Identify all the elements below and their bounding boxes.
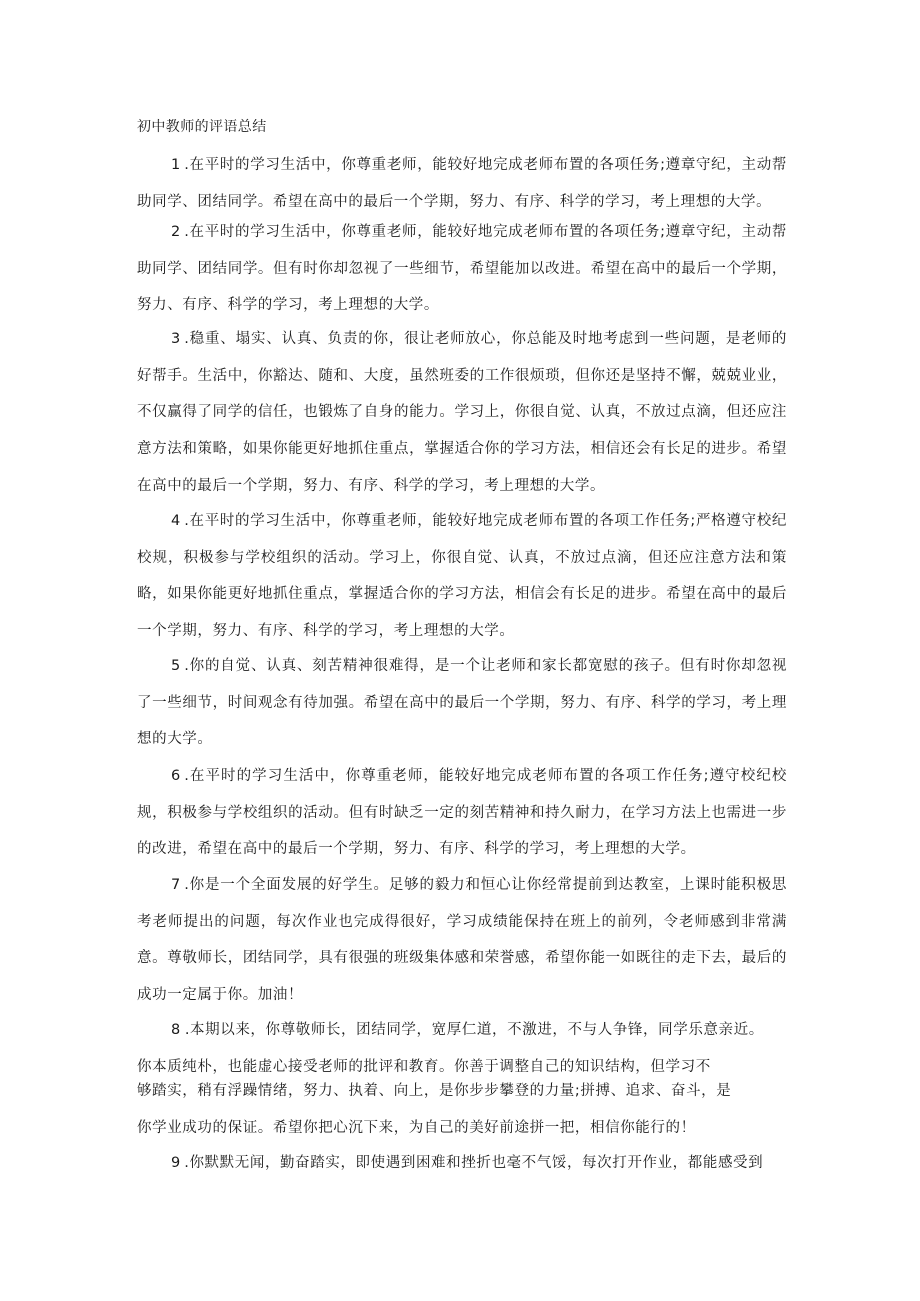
paragraph-number: 9 <box>171 1155 181 1171</box>
paragraph-text: .本期以来，你尊敬师长，团结同学，宽厚仁道，不激进，不与人争锋，同学乐意亲近。 <box>184 1022 764 1038</box>
paragraph-8-line-3: 够踏实，稍有浮躁情绪，努力、执着、向上，是你步步攀登的力量;拼搏、追求、奋斗，是 <box>137 1083 732 1099</box>
paragraph-number: 8 <box>171 1022 181 1038</box>
paragraph-text: .稳重、塌实、认真、负责的你，很让老师放心，你总能及时地考虑到一些问题，是老师的好帮手。生活中，你豁达、随和、大度，虽然班委的工作很烦琐，但你还是坚持不懈，兢兢业业，不仅赢得了同学的信任，也锻炼了自身的能力。学习上，你很自觉、认真，不放过点滴，但还应注意方法和策略，如果你能更好地抓住重点，掌握适合你的学习方法，相信还会有长足的进步。希望在高中的最后一个学期，努力、有序、科学的学习，考上理想的大学。 <box>137 331 787 494</box>
comment-paragraph-1 <box>137 147 787 220</box>
paragraph-text: .你是一个全面发展的好学生。足够的毅力和恒心让你经常提前到达教室，上课时能积极思考老师提出的问题，每次作业也完成得很好，学习成绩能保持在班上的前列，令老师感到非常满意。尊敬师长，团结同学，具有很强的班级集体感和荣誉感，希望你能一如既往的走下去，最后的成功一定属于你。加油！ <box>137 877 787 1004</box>
paragraph-text: .在平时的学习生活中，你尊重老师，能较好地完成老师布置的各项工作任务;遵守校纪校规，积极参与学校组织的活动。但有时缺乏一定的刻苦精神和持久耐力，在学习方法上也需进一步的改进，希望在高中的最后一个学期，努力、有序、科学的学习，考上理想的大学。 <box>137 768 787 858</box>
paragraph-text: .你的自觉、认真、刻苦精神很难得，是一个让老师和家长都宽慰的孩子。但有时你却忽视了一些细节，时间观念有待加强。希望在高中的最后一个学期，努力、有序、科学的学习，考上理想的大学。 <box>137 658 787 748</box>
paragraph-8-line-1 <box>171 1020 764 1040</box>
paragraph-text: .在平时的学习生活中，你尊重老师，能较好地完成老师布置的各项工作任务;严格遵守校纪校规，积极参与学校组织的活动。学习上，你很自觉、认真，不放过点滴，但还应注意方法和策略，如果你能更好地抓住重点，掌握适合你的学习方法，相信会有长足的进步。希望在高中的最后一个学期，努力、有序、科学的学习，考上理想的大学。 <box>137 513 787 640</box>
comment-paragraph-5 <box>137 648 787 758</box>
paragraph-number: 3 <box>171 331 181 347</box>
comment-paragraph-4 <box>137 503 787 650</box>
paragraph-text: .你默默无闻，勤奋踏实，即使遇到困难和挫折也毫不气馁，每次打开作业，都能感受到 <box>184 1155 764 1171</box>
comment-paragraph-9 <box>137 1145 787 1182</box>
comment-paragraph-7 <box>137 867 787 1014</box>
paragraph-text: .在平时的学习生活中，你尊重老师，能较好地完成老师布置的各项任务;遵章守纪，主动帮助同学、团结同学。希望在高中的最后一个学期，努力、有序、科学的学习，考上理想的大学。 <box>137 157 787 210</box>
document-title: 初中教师的评语总结 <box>137 119 267 135</box>
paragraph-number: 7 <box>171 877 181 893</box>
comment-paragraph-2 <box>137 214 787 324</box>
paragraph-number: 4 <box>171 513 181 529</box>
paragraph-8-line-2: 你本质纯朴，也能虚心接受老师的批评和教育。你善于调整自己的知识结构，但学习不 <box>137 1059 711 1075</box>
paragraph-number: 2 <box>171 224 181 240</box>
paragraph-number: 6 <box>171 768 181 784</box>
paragraph-8-line-4: 你学业成功的保证。希望你把心沉下来，为自己的美好前途拼一把，相信你能行的！ <box>137 1120 696 1136</box>
comment-paragraph-3 <box>137 321 787 505</box>
comment-paragraph-6 <box>137 758 787 868</box>
paragraph-text: .在平时的学习生活中，你尊重老师，能较好地完成老师布置的各项任务;遵章守纪，主动帮助同学、团结同学。但有时你却忽视了一些细节，希望能加以改进。希望在高中的最后一个学期，努力、有序、科学的学习，考上理想的大学。 <box>137 224 787 314</box>
paragraph-number: 5 <box>171 658 181 674</box>
paragraph-number: 1 <box>171 157 181 173</box>
